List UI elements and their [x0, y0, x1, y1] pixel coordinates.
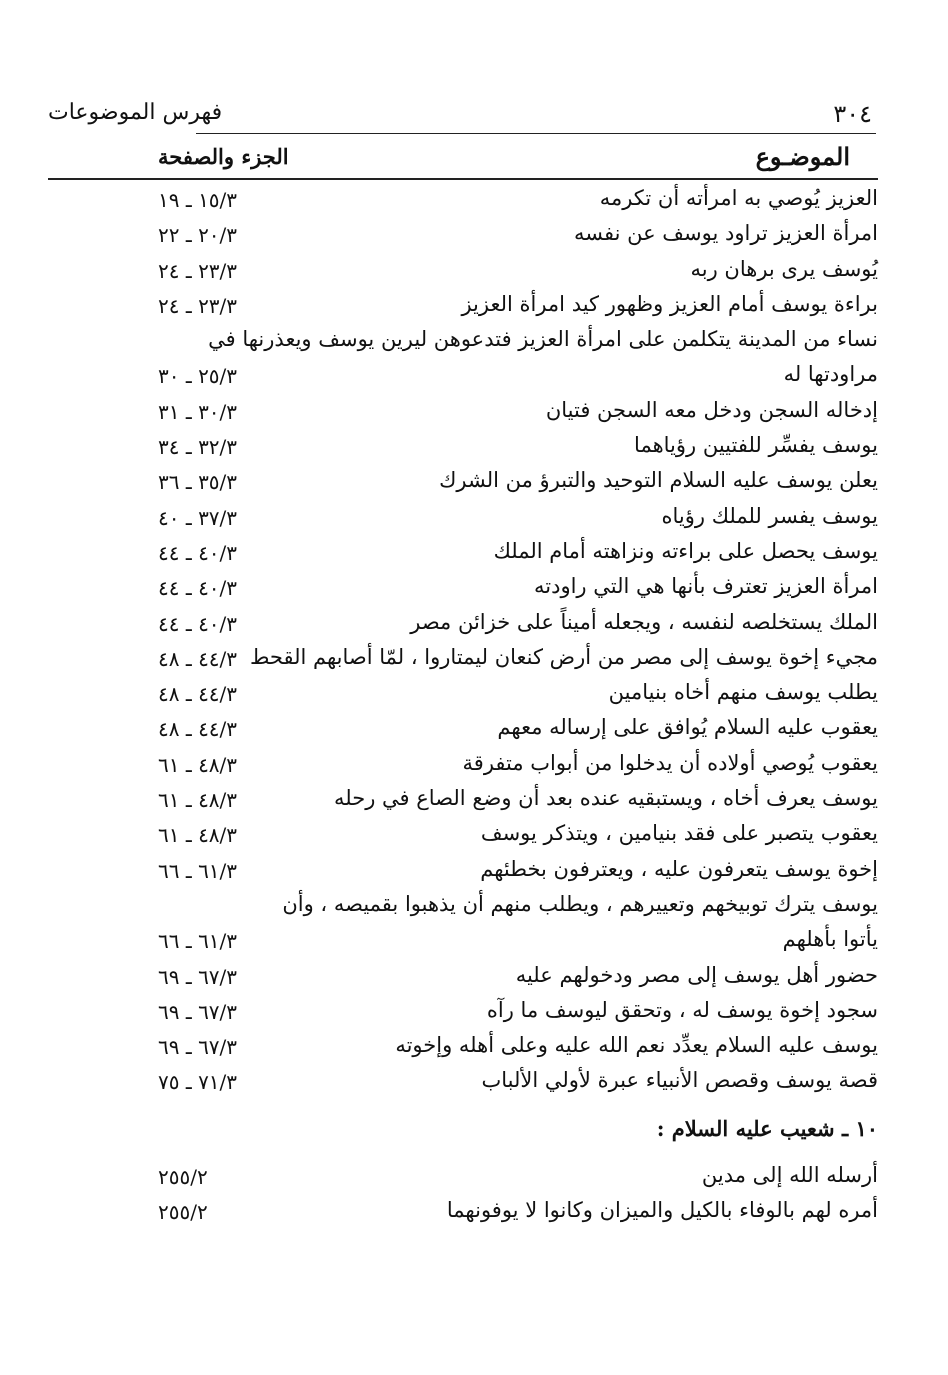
index-row [48, 923, 878, 958]
index-row [48, 747, 878, 782]
topic-text: يوسف يفسِّر للفتيين رؤياهما [634, 433, 878, 458]
topic-text: يأتوا بأهلهم [782, 927, 878, 952]
section-heading [48, 1112, 878, 1147]
topic-text: يعقوب عليه السلام يُوافق على إرساله معهم [497, 715, 878, 740]
topic-text: مجيء إخوة يوسف إلى مصر من أرض كنعان ليمتاروا ، لمّا أصابهم القحط [249, 644, 878, 669]
index-row [48, 888, 878, 923]
volume-page-ref: ٢٣/٣ ـ ٢٤ [158, 258, 238, 283]
running-title: فهرس الموضوعات [48, 100, 223, 125]
index-row [48, 606, 878, 641]
topic-column-header: الموضـوع [755, 142, 850, 171]
index-row [48, 358, 878, 393]
volume-page-ref: ٤٤/٣ ـ ٤٨ [158, 682, 238, 707]
topic-text: يعقوب يُوصي أولاده أن يدخلوا من أبواب متفرقة [462, 750, 878, 775]
volume-page-ref: ٢٠/٣ ـ ٢٢ [158, 223, 238, 248]
topic-text: يطلب يوسف منهم أخاه بنيامين [608, 680, 878, 705]
volume-page-ref: ٣٥/٣ ـ ٣٦ [158, 470, 238, 495]
index-row [48, 782, 878, 817]
topic-text: مراودتها له [783, 362, 878, 387]
index-row [48, 182, 878, 217]
topic-text: براءة يوسف أمام العزيز وظهور كيد امرأة العزيز [461, 291, 878, 316]
topic-text: يعقوب يتصبر على فقد بنيامين ، ويتذكر يوسف [480, 821, 878, 846]
volume-page-ref: ٣٢/٣ ـ ٣٤ [158, 435, 238, 460]
volume-page-ref: ٣٠/٣ ـ ٣١ [158, 399, 238, 424]
topic-text: يُوسف يرى برهان ربه [690, 256, 878, 281]
topic-text: امرأة العزيز تراود يوسف عن نفسه [573, 221, 878, 246]
topic-text: يعلن يوسف عليه السلام التوحيد والتبرؤ من الشرك [439, 468, 878, 493]
topic-text: يوسف يحصل على براءته ونزاهته أمام الملك [493, 538, 878, 563]
volume-page-ref: ٦١/٣ ـ ٦٦ [158, 858, 238, 883]
topic-text: امرأة العزيز تعترف بأنها هي التي راودته [534, 574, 878, 599]
index-row [48, 853, 878, 888]
volume-page-ref: ٤٨/٣ ـ ٦١ [158, 788, 238, 813]
index-row [48, 1029, 878, 1064]
index-row [48, 817, 878, 852]
index-row [48, 994, 878, 1029]
reference-column-header: الجزء والصفحة [158, 144, 289, 169]
index-row [48, 641, 878, 676]
volume-page-ref: ٢٥٥/٢ [158, 1200, 208, 1225]
topic-text: يوسف يعرف أخاه ، ويستبقيه عنده بعد أن وضع الصاع في رحله [334, 786, 878, 811]
page-number: ٣٠٤ [833, 100, 872, 128]
topic-text: أرسله الله إلى مدين [701, 1163, 878, 1188]
volume-page-ref: ١٥/٣ ـ ١٩ [158, 188, 238, 212]
topic-text: يوسف عليه السلام يعدِّد نعم الله عليه وعلى أهله وإخوته [395, 1033, 878, 1058]
topic-text: يوسف يترك توبيخهم وتعييرهم ، ويطلب منهم أن يذهبوا بقميصه ، وأن [282, 891, 878, 916]
volume-page-ref: ٦٧/٣ ـ ٦٩ [158, 1035, 238, 1060]
section-spacer [48, 1100, 878, 1112]
topic-text: نساء من المدينة يتكلمن على امرأة العزيز فتدعوهن ليرين يوسف ويعذرنها في [208, 327, 878, 352]
running-head [48, 98, 878, 134]
volume-page-ref: ٤٠/٣ ـ ٤٤ [158, 540, 238, 565]
index-row [48, 1194, 878, 1229]
index-row [48, 1064, 878, 1099]
index-row [48, 464, 878, 499]
index-row [48, 535, 878, 570]
topic-index-list [48, 182, 878, 1230]
volume-page-ref: ٣٧/٣ ـ ٤٠ [158, 505, 238, 530]
volume-page-ref: ٤٤/٣ ـ ٤٨ [158, 717, 238, 742]
volume-page-ref: ٦٧/٣ ـ ٦٩ [158, 999, 238, 1024]
index-row [48, 1159, 878, 1194]
topic-text: يوسف يفسر للملك رؤياه [661, 503, 878, 528]
column-headers [48, 140, 878, 176]
column-header-rule [48, 178, 878, 180]
volume-page-ref: ٢٥٥/٢ [158, 1165, 208, 1190]
topic-text: حضور أهل يوسف إلى مصر ودخولهم عليه [515, 962, 878, 987]
index-row [48, 429, 878, 464]
index-row [48, 288, 878, 323]
volume-page-ref: ٤٨/٣ ـ ٦١ [158, 823, 238, 848]
topic-text: إخوة يوسف يتعرفون عليه ، ويعترفون بخطئهم [480, 856, 878, 881]
index-row [48, 676, 878, 711]
topic-text: الملك يستخلصه لنفسه ، ويجعله أميناً على خزائن مصر [410, 609, 878, 634]
topic-text: إدخاله السجن ودخل معه السجن فتيان [545, 397, 878, 422]
volume-page-ref: ٢٣/٣ ـ ٢٤ [158, 293, 238, 318]
volume-page-ref: ٢٥/٣ ـ ٣٠ [158, 364, 238, 389]
volume-page-ref: ٤٠/٣ ـ ٤٤ [158, 576, 238, 601]
index-row [48, 500, 878, 535]
header-rule [196, 133, 876, 134]
topic-text: العزيز يُوصي به امرأته أن تكرمه [599, 186, 878, 210]
volume-page-ref: ٤٨/٣ ـ ٦١ [158, 752, 238, 777]
index-row [48, 959, 878, 994]
volume-page-ref: ٧١/٣ ـ ٧٥ [158, 1070, 238, 1095]
index-row [48, 711, 878, 746]
volume-page-ref: ٦١/٣ ـ ٦٦ [158, 929, 238, 954]
topic-text: سجود إخوة يوسف له ، وتحقق ليوسف ما رآه [486, 997, 878, 1022]
volume-page-ref: ٤٠/٣ ـ ٤٤ [158, 611, 238, 636]
index-row [48, 253, 878, 288]
index-row [48, 323, 878, 358]
index-row [48, 570, 878, 605]
index-row [48, 394, 878, 429]
volume-page-ref: ٦٧/٣ ـ ٦٩ [158, 964, 238, 989]
section-spacer [48, 1147, 878, 1159]
index-row [48, 217, 878, 252]
volume-page-ref: ٤٤/٣ ـ ٤٨ [158, 646, 238, 671]
topic-text: أمره لهم بالوفاء بالكيل والميزان وكانوا لا يوفونهما [446, 1198, 878, 1223]
topic-text: قصة يوسف وقصص الأنبياء عبرة لأولي الألباب [481, 1068, 878, 1093]
section-title: ١٠ ـ شعيب عليه السلام : [656, 1115, 878, 1141]
